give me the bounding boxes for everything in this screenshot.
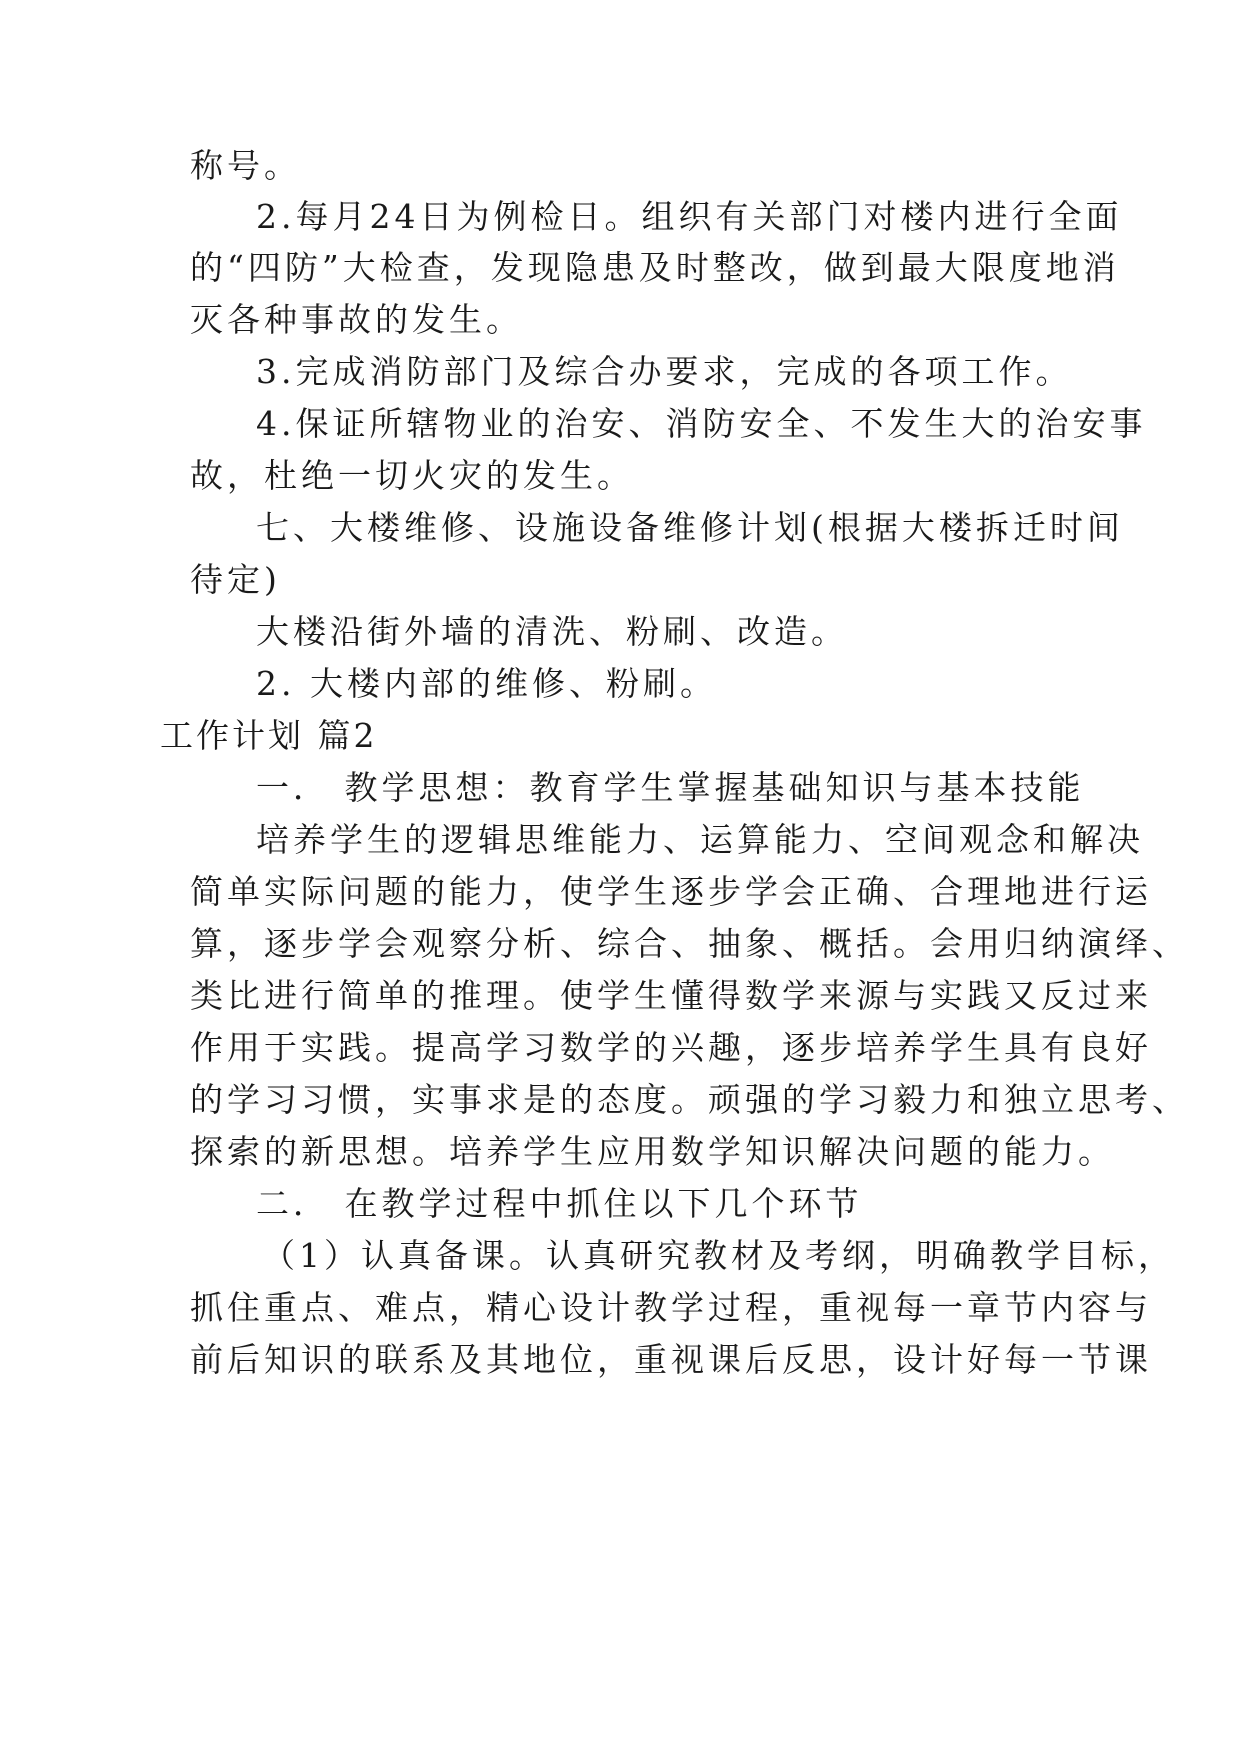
text-line: 抓住重点、难点，精心设计教学过程，重视每一章节内容与 [190,1288,1152,1327]
text-line: 故，杜绝一切火灾的发生。 [190,456,634,495]
text-line: 类比进行简单的推理。使学生懂得数学来源与实践又反过来 [190,976,1152,1015]
text-line: 的学习习惯，实事求是的态度。顽强的学习毅力和独立思考、 [190,1080,1189,1119]
text-line: 4.保证所辖物业的治安、消防安全、不发生大的治安事 [256,404,1147,443]
text-line: 3.完成消防部门及综合办要求，完成的各项工作。 [256,352,1073,391]
text-line: 的“四防”大检查，发现隐患及时整改，做到最大限度地消 [190,248,1120,287]
text-line: 一． 教学思想：教育学生掌握基础知识与基本技能 [256,768,1085,807]
text-line: 培养学生的逻辑思维能力、运算能力、空间观念和解决 [256,820,1144,859]
text-line: 算，逐步学会观察分析、综合、抽象、概括。会用归纳演绎、 [190,924,1189,963]
text-line: 待定) [190,560,281,599]
text-line: 前后知识的联系及其地位，重视课后反思，设计好每一节课 [190,1340,1152,1379]
text-line: 称号。 [190,146,301,185]
text-line: 七、大楼维修、设施设备维修计划(根据大楼拆迁时间 [256,508,1124,547]
text-line: 2. 大楼内部的维修、粉刷。 [256,664,717,703]
text-line: 大楼沿街外墙的清洗、粉刷、改造。 [256,612,848,651]
text-line: 简单实际问题的能力，使学生逐步学会正确、合理地进行运 [190,872,1152,911]
text-line: 二． 在教学过程中抓住以下几个环节 [256,1184,863,1223]
text-line: 灭各种事故的发生。 [190,300,523,339]
text-line: 2.每月24日为例检日。组织有关部门对楼内进行全面 [256,197,1123,236]
text-line: 探索的新思想。培养学生应用数学知识解决问题的能力。 [190,1132,1115,1171]
section-heading: 工作计划 篇2 [160,716,378,755]
text-line: （1）认真备课。认真研究教材及考纲，明确教学目标， [262,1236,1175,1275]
text-line: 作用于实践。提高学习数学的兴趣，逐步培养学生具有良好 [190,1028,1152,1067]
